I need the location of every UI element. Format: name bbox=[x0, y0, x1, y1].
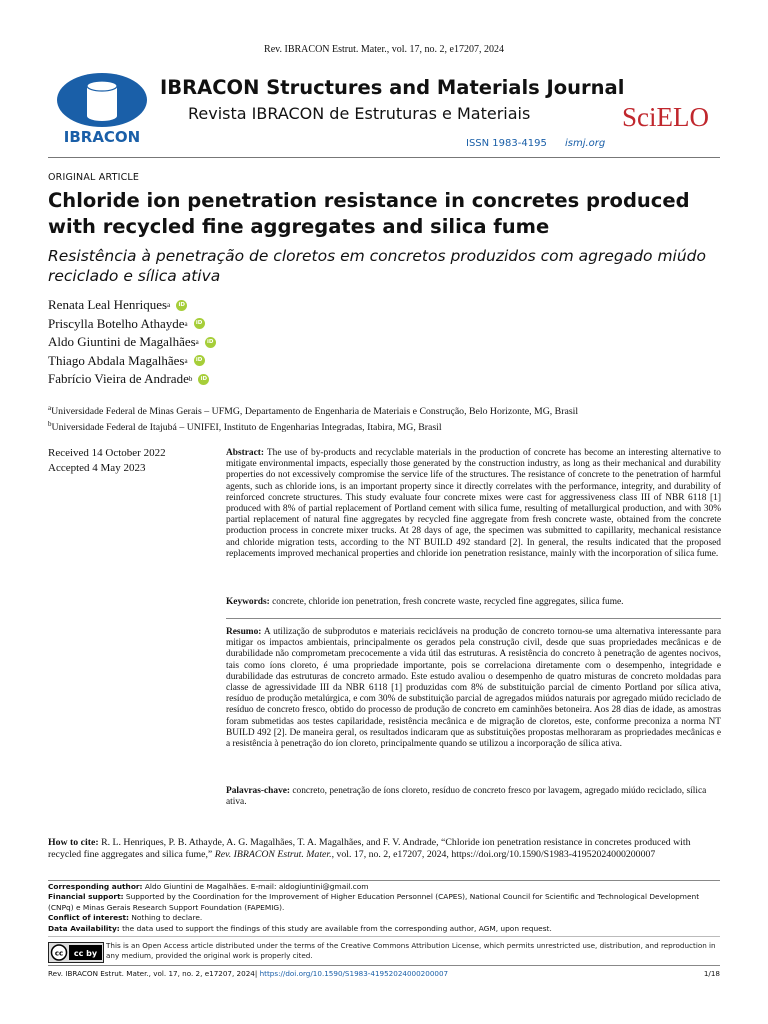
abstract bbox=[226, 448, 721, 560]
author bbox=[48, 352, 216, 371]
article-dates bbox=[48, 446, 166, 475]
journal-title-portuguese: Revista IBRACON de Estruturas e Materiais bbox=[188, 104, 531, 123]
header-divider bbox=[48, 157, 720, 158]
palavras-chave-label: Palavras-chave: bbox=[226, 786, 291, 796]
info-label: Financial support: bbox=[48, 892, 124, 902]
orcid-icon[interactable]: iD bbox=[194, 318, 205, 329]
orcid-icon[interactable]: iD bbox=[205, 337, 216, 348]
keywords-label: Keywords: bbox=[226, 597, 270, 607]
scielo-logo bbox=[622, 98, 716, 143]
footer-doi-link[interactable]: https://doi.org/10.1590/S1983-41952024000200007 bbox=[259, 969, 449, 978]
orcid-icon[interactable]: iD bbox=[176, 300, 187, 311]
footer-citation-text: Rev. IBRACON Estrut. Mater., vol. 17, no. 2, e17207, 2024| bbox=[48, 969, 258, 978]
conflict-of-interest bbox=[48, 913, 720, 923]
author bbox=[48, 315, 216, 334]
info-text: Nothing to declare. bbox=[131, 913, 203, 923]
author-affiliation-mark: a bbox=[167, 301, 171, 309]
affiliation-text: Universidade Federal de Itajubá – UNIFEI, Instituto de Engenharias Integradas, Itabira, MG, Brasil bbox=[51, 422, 442, 433]
author-name: Priscylla Botelho Athayde bbox=[48, 315, 185, 331]
page-number: 1/18 bbox=[703, 969, 720, 978]
license-text: This is an Open Access article distributed under the terms of the Creative Commons Attribution License, which permits unrestricted use, distribution, and reproduction in any medium, provided the original work is properly cited. bbox=[106, 941, 716, 960]
creative-commons-icon bbox=[49, 943, 103, 962]
author bbox=[48, 370, 216, 389]
issn: ISSN 1983-4195 bbox=[466, 138, 547, 149]
author bbox=[48, 296, 216, 315]
how-to-cite-volume: , vol. 17, no. 2, e17207, 2024, bbox=[331, 849, 449, 860]
article-type: ORIGINAL ARTICLE bbox=[48, 172, 140, 183]
affiliation-mark: a bbox=[48, 404, 52, 412]
footer-citation bbox=[48, 969, 448, 978]
svg-text:cc: cc bbox=[54, 949, 64, 958]
author-list bbox=[48, 296, 216, 389]
orcid-icon[interactable]: iD bbox=[194, 355, 205, 366]
article-title: Chloride ion penetration resistance in concretes produced with recycled fine aggregates and silica fume bbox=[48, 189, 690, 238]
author bbox=[48, 333, 216, 352]
info-text: Aldo Giuntini de Magalhães. E-mail: aldogiuntini@gmail.com bbox=[144, 882, 369, 891]
scielo-logo-icon bbox=[622, 98, 716, 138]
info-text: Supported by the Coordination for the Improvement of Higher Education Personnel (CAPES), National Council for Scientific and Technological Development (CNPq) e Minas Gerais Research Support Foundation (FAPEMIG). bbox=[48, 892, 700, 912]
received-date: Received 14 October 2022 bbox=[48, 447, 166, 459]
palavras-chave bbox=[226, 786, 721, 808]
affiliation bbox=[48, 402, 738, 418]
keywords bbox=[226, 597, 721, 608]
running-header-citation: Rev. IBRACON Estrut. Mater., vol. 17, no. 2, e17207, 2024 bbox=[264, 44, 504, 55]
how-to-cite-journal: Rev. IBRACON Estrut. Mater. bbox=[214, 849, 332, 860]
affiliation bbox=[48, 418, 738, 434]
cc-badge-text: cc by bbox=[73, 949, 98, 958]
journal-title: IBRACON Structures and Materials Journal bbox=[160, 76, 625, 99]
accepted-date: Accepted 4 May 2023 bbox=[48, 461, 146, 474]
financial-support bbox=[48, 892, 720, 913]
orcid-icon[interactable]: iD bbox=[198, 374, 209, 385]
abstract-text: The use of by-products and recyclable materials in the production of concrete has become an interesting alternative to mitigate environmental impacts, especially those generated by the construction industry, as long as their mechanical and durability properties do not excessively compromise the service life of the structures. The resistance of concrete to the penetration of harmful agents, such as chloride ions, is an important property since it directly correlates with the performance, integrity, and durability of reinforced concrete structures. This study evaluate four concrete mixes were cast for aggressiveness class III of NBR 6118 [1] produced with 8% of partial replacement of Portland cement with silica fume, resulting of metallurgical production, and with 30% partial replacement of natural fine aggregates by recycled fine aggregate from fresh concrete waste, obtained from the concrete production process in concrete mixer trucks. At 28 days of age, the specimen was submitted to capillarity, mechanical resistance and chloride migration tests, according to the NT BUILD 492 standard [2]. In general, the results indicated that the proposed replacements improved mechanical properties and chloride ion penetration resistance, mainly with the incorporation of silica fume. bbox=[226, 448, 721, 559]
resumo-text: A utilização de subprodutos e materiais recicláveis na produção de concreto tornou-se uma alternativa interessante para mitigar os impactos ambientais, principalmente os gerados pela construção civil, desde que suas propriedades mecânicas e de durabilidade não comprometam precocemente a vida útil das estruturas. A resistência do concreto à penetração de agentes nocivos, tais como íons cloreto, é uma propriedade importante, pois se correlaciona diretamente com o desempenho, integridade e durabilidade das estruturas de concreto armado. Este estudo avaliou o desempenho de quatro misturas de concreto moldadas para classe de agressividade III da NBR 6118 [1] produzidas com 8% de substituição parcial de cimento Portland por sílica ativa, resíduo de produção metalúrgica, e com 30% de substituição parcial de agregados miúdos naturais por agregado miúdo reciclado de resíduo de concreto fresco, obtido do processo de produção de concreto em caminhões betoneira. Aos 28 dias de idade, as amostras foram submetidas aos testes capilaridade, resistência mecânica e de migração de cloretos, este, conforme preconiza a norma NT BUILD 492 [2]. De maneira geral, os resultados indicaram que as substituições propostas melhoraram as propriedades mecânicas e a resistência à penetração do íon cloreto, principalmente quando se utilizou a incorporação de sílica ativa. bbox=[226, 627, 721, 750]
affiliation-text: Universidade Federal de Minas Gerais – UFMG, Departamento de Engenharia de Materiais e Construção, Belo Horizonte, MG, Brasil bbox=[51, 406, 579, 417]
abstract-divider bbox=[226, 618, 721, 619]
affiliations bbox=[48, 402, 738, 434]
license-divider bbox=[48, 936, 720, 937]
author-affiliation-mark: b bbox=[188, 375, 193, 383]
cc-by-license-badge[interactable] bbox=[48, 942, 104, 963]
journal-site-link[interactable]: ismj.org bbox=[565, 138, 606, 149]
footer-divider bbox=[48, 965, 720, 966]
author-affiliation-mark: a bbox=[184, 356, 188, 365]
how-to-cite-doi[interactable]: https://doi.org/10.1590/S1983-41952024000200007 bbox=[451, 849, 656, 860]
author-affiliation-mark: a bbox=[195, 338, 199, 346]
resumo bbox=[226, 627, 721, 750]
how-to-cite-label: How to cite: bbox=[48, 837, 99, 848]
article-info bbox=[48, 882, 720, 934]
author-name: Renata Leal Henriques bbox=[48, 297, 168, 312]
scielo-logo-text: SciELO bbox=[622, 102, 709, 132]
info-text: the data used to support the findings of this study are available from the corresponding author, AGM, upon request. bbox=[122, 923, 552, 933]
author-name: Fabrício Vieira de Andrade bbox=[48, 371, 189, 386]
abstract-label: Abstract: bbox=[226, 448, 265, 458]
ibracon-logo-text: IBRACON bbox=[63, 128, 141, 146]
corresponding-author bbox=[48, 882, 720, 892]
palavras-chave-text: concreto, penetração de íons cloreto, resíduo de concreto fresco por lavagem, agregado miúdo reciclado, sílica ativa. bbox=[226, 786, 707, 808]
data-availability bbox=[48, 924, 720, 934]
author-name: Aldo Giuntini de Magalhães bbox=[48, 334, 196, 349]
article-title-portuguese: Resistência à penetração de cloretos em concretos produzidos com agregado miúdo reciclado e sílica ativa bbox=[48, 247, 707, 285]
affiliation-mark: b bbox=[48, 420, 52, 428]
info-label: Conflict of interest: bbox=[48, 913, 130, 923]
ibracon-logo bbox=[55, 72, 149, 148]
author-name: Thiago Abdala Magalhães bbox=[48, 352, 185, 368]
resumo-label: Resumo: bbox=[226, 627, 262, 637]
how-to-cite-text: R. L. Henriques, P. B. Athayde, A. G. Magalhães, T. A. Magalhães, and F. V. Andrade, “Chloride ion penetration resistance in concretes produced with recycled fine aggregates and silica fume,” bbox=[48, 837, 691, 860]
ibracon-logo-icon bbox=[55, 72, 149, 148]
keywords-text: concrete, chloride ion penetration, fresh concrete waste, recycled fine aggregates, silica fume. bbox=[272, 597, 624, 607]
citation-divider bbox=[48, 880, 720, 881]
info-label: Data Availability: bbox=[48, 923, 120, 933]
how-to-cite bbox=[48, 837, 720, 861]
author-affiliation-mark: a bbox=[184, 319, 188, 328]
info-label: Corresponding author: bbox=[48, 882, 143, 891]
